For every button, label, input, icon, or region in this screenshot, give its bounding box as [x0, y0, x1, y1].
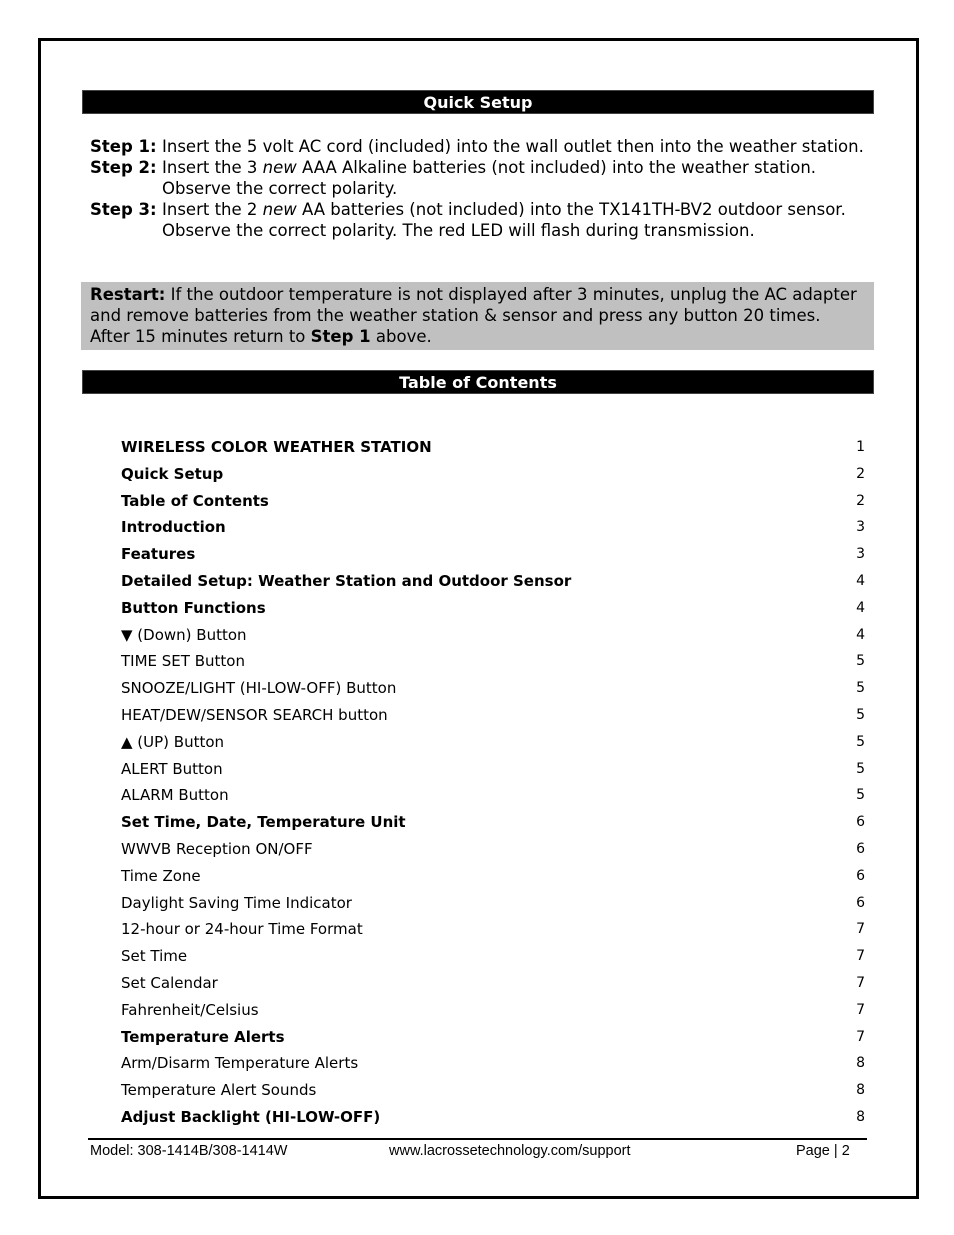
toc-entry-page: 8 [856, 1108, 865, 1125]
toc-entry-page: 7 [856, 1001, 865, 1018]
toc-entry-label: HEAT/DEW/SENSOR SEARCH button [121, 705, 388, 724]
toc-entry[interactable] [121, 568, 865, 595]
toc-entry[interactable] [121, 702, 865, 729]
toc-entry-label: Time Zone [121, 866, 201, 885]
toc-entry-label: Introduction [121, 518, 226, 537]
toc-header: Table of Contents [82, 370, 874, 394]
toc-entry-label: ▼ (Down) Button [121, 625, 247, 644]
step-text-part: Insert the 2 [162, 200, 263, 219]
step-text-part: AAA Alkaline batteries (not included) into the weather station. Observe the correct polarity. [162, 158, 817, 198]
toc-entry-label: Temperature Alerts [121, 1027, 285, 1046]
toc-entry-page: 4 [856, 626, 865, 643]
toc-entry-label: Set Calendar [121, 973, 218, 992]
toc-entry-label: Table of Contents [121, 491, 269, 510]
toc-entry[interactable] [121, 514, 865, 541]
restart-text: If the outdoor temperature is not displayed after 3 minutes, unplug the AC adapter and remove batteries from the weather station & sensor and press any button 20 times. After 15 minutes return to [90, 285, 857, 346]
step-text [162, 136, 870, 157]
toc-entry-page: 7 [856, 974, 865, 991]
toc-entry-label: Quick Setup [121, 464, 224, 483]
toc-entry-label: Set Time [121, 947, 188, 966]
toc-entry-page: 7 [856, 948, 865, 965]
step-emphasis: new [262, 200, 297, 219]
toc-entry-label: Temperature Alert Sounds [121, 1081, 317, 1100]
toc-entry-label: Features [121, 545, 196, 564]
toc-entry-label: TIME SET Button [121, 652, 245, 671]
toc-entry[interactable] [121, 916, 865, 943]
toc-entry-page: 7 [856, 1028, 865, 1045]
toc-entry-page: 8 [856, 1055, 865, 1072]
toc-list [121, 434, 865, 1131]
toc-entry-page: 5 [856, 733, 865, 750]
toc-entry[interactable] [121, 729, 865, 756]
toc-entry[interactable] [121, 890, 865, 917]
toc-entry[interactable] [121, 648, 865, 675]
step-text-part: Insert the 3 [162, 158, 263, 177]
footer-model: Model: 308-1414B/308-1414W [90, 1143, 288, 1159]
toc-entry[interactable] [121, 595, 865, 622]
toc-entry-page: 5 [856, 680, 865, 697]
toc-entry-page: 5 [856, 653, 865, 670]
restart-step-ref: Step 1 [310, 327, 371, 346]
toc-entry-label: Button Functions [121, 598, 266, 617]
toc-entry-page: 6 [856, 814, 865, 831]
toc-entry-page: 8 [856, 1082, 865, 1099]
footer-divider [88, 1138, 867, 1140]
toc-entry-page: 4 [856, 572, 865, 589]
toc-entry-label: ALERT Button [121, 759, 223, 778]
toc-entry[interactable] [121, 434, 865, 461]
toc-entry[interactable] [121, 997, 865, 1024]
toc-entry-label: Adjust Backlight (HI-LOW-OFF) [121, 1107, 381, 1126]
toc-entry[interactable] [121, 943, 865, 970]
quick-setup-header: Quick Setup [82, 90, 874, 114]
toc-entry-label: WIRELESS COLOR WEATHER STATION [121, 438, 432, 456]
step-label: Step 1: [90, 137, 157, 156]
toc-entry-page: 6 [856, 867, 865, 884]
toc-entry[interactable] [121, 836, 865, 863]
step-text [162, 199, 870, 241]
toc-entry-label: Detailed Setup: Weather Station and Outdoor Sensor [121, 571, 572, 590]
toc-entry[interactable] [121, 809, 865, 836]
toc-entry-page: 2 [856, 492, 865, 509]
toc-entry-label: Arm/Disarm Temperature Alerts [121, 1054, 359, 1073]
toc-entry[interactable] [121, 970, 865, 997]
toc-entry-page: 5 [856, 706, 865, 723]
toc-entry[interactable] [121, 1104, 865, 1131]
toc-entry-page: 5 [856, 787, 865, 804]
toc-entry-page: 6 [856, 840, 865, 857]
step-text-part: AA batteries (not included) into the TX141TH-BV2 outdoor sensor. Observe the correct polarity. The red LED will flash during transmission. [162, 200, 846, 240]
step-text [162, 157, 870, 199]
step-item [90, 157, 870, 199]
toc-entry-label: WWVB Reception ON/OFF [121, 839, 313, 858]
restart-label: Restart: [90, 285, 166, 304]
step-text-part: Insert the 5 volt AC cord (included) into the wall outlet then into the weather station. [162, 137, 864, 156]
restart-tail: above. [370, 327, 432, 346]
toc-entry[interactable] [121, 782, 865, 809]
step-item [90, 136, 870, 157]
toc-entry-page: 1 [856, 439, 865, 455]
toc-entry-page: 3 [856, 546, 865, 563]
toc-entry-label: Set Time, Date, Temperature Unit [121, 813, 406, 832]
toc-entry-page: 4 [856, 599, 865, 616]
toc-entry-label: Daylight Saving Time Indicator [121, 893, 352, 912]
toc-entry-label: 12-hour or 24-hour Time Format [121, 920, 363, 939]
toc-entry-label: ALARM Button [121, 786, 229, 805]
toc-entry-page: 7 [856, 921, 865, 938]
toc-entry[interactable] [121, 1077, 865, 1104]
toc-entry[interactable] [121, 461, 865, 488]
toc-entry[interactable] [121, 1024, 865, 1051]
toc-entry[interactable] [121, 756, 865, 783]
step-emphasis: new [262, 158, 297, 177]
footer-url: www.lacrossetechnology.com/support [389, 1143, 631, 1159]
toc-entry-page: 2 [856, 465, 865, 482]
toc-entry[interactable] [121, 488, 865, 515]
step-item [90, 199, 870, 241]
toc-entry-label: SNOOZE/LIGHT (HI-LOW-OFF) Button [121, 679, 397, 698]
toc-entry-page: 3 [856, 519, 865, 536]
step-label: Step 2: [90, 158, 157, 177]
restart-note [81, 282, 874, 350]
quick-setup-steps [90, 136, 870, 241]
toc-entry[interactable] [121, 1050, 865, 1077]
toc-entry-page: 6 [856, 894, 865, 911]
toc-entry-label: Fahrenheit/Celsius [121, 1000, 259, 1019]
toc-entry-label: ▲ (UP) Button [121, 732, 225, 751]
toc-entry[interactable] [121, 675, 865, 702]
toc-entry-page: 5 [856, 760, 865, 777]
toc-entry[interactable] [121, 541, 865, 568]
toc-entry[interactable] [121, 863, 865, 890]
toc-entry[interactable] [121, 622, 865, 649]
step-label: Step 3: [90, 200, 157, 219]
footer-page-number: Page | 2 [796, 1143, 850, 1159]
